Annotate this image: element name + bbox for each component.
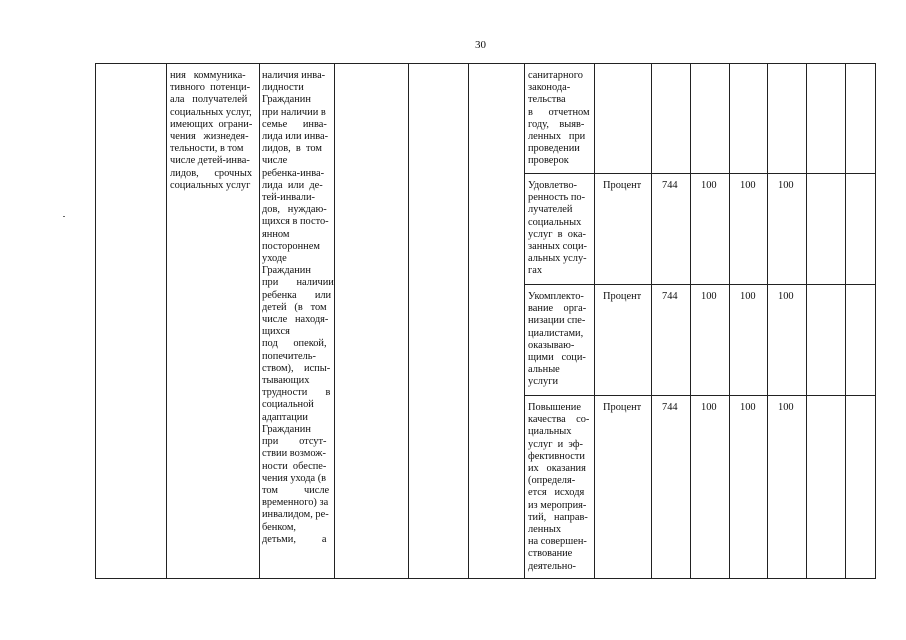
value-cell: 100 [778, 402, 794, 413]
value-cell: 100 [701, 402, 717, 413]
column-divider [524, 63, 525, 579]
unit-cell: Процент [603, 291, 642, 302]
cell-line: щими соци- [528, 352, 586, 364]
cell-line: Гражданин [262, 423, 311, 435]
cell-line: социальных услуг [170, 179, 251, 191]
cell-line: из мероприя- [528, 499, 587, 511]
cell-line: социальной [262, 399, 314, 411]
cell-line: числе находя- [262, 314, 329, 326]
value-cell: 100 [740, 291, 756, 302]
cell-line: щихся [262, 326, 290, 338]
cell-line: лидов, срочных [170, 167, 253, 179]
cell-line: постороннем [262, 240, 320, 252]
indicator-row [528, 402, 589, 573]
cell-line: при наличии [262, 277, 334, 289]
cell-line: семье инва- [262, 118, 327, 130]
cell-line: щихся в посто- [262, 216, 329, 228]
row-divider [524, 284, 876, 285]
row-divider [524, 173, 876, 174]
speck-mark [63, 216, 65, 217]
cell-line: ния коммуника- [170, 70, 246, 81]
cell-line: тий, направ- [528, 511, 588, 523]
cell-line: уходе [262, 253, 287, 265]
cell-line: оказываю- [528, 339, 575, 351]
cell-line: тельности, в том [170, 143, 244, 155]
cell-line: санитарного [528, 70, 583, 81]
column-divider [845, 63, 846, 579]
cell-line: ствование [528, 548, 573, 560]
cell-line: детей (в том [262, 301, 327, 313]
column-divider [767, 63, 768, 579]
column-divider [651, 63, 652, 579]
cell-line: тивного потенци- [170, 82, 251, 94]
cell-line: законода- [528, 82, 571, 94]
unit-cell: Процент [603, 180, 642, 191]
column-divider [594, 63, 595, 579]
cell-line: социальных услуг, [170, 106, 252, 118]
cell-line: янном [262, 228, 290, 240]
cell-line: чения ухода (в [262, 472, 327, 484]
cell-line: ствии возмож- [262, 448, 326, 460]
cell-line: ности обеспе- [262, 460, 327, 472]
column-divider [408, 63, 409, 579]
cell-line: адаптации [262, 411, 308, 423]
cell-line: трудности в [262, 387, 331, 399]
unit-cell: Процент [603, 402, 642, 413]
value-cell: 100 [740, 180, 756, 191]
value-cell: 100 [701, 180, 717, 191]
cell-line: услуг и эф- [528, 438, 583, 450]
cell-line: ством), испы- [262, 362, 331, 374]
cell-line: наличия инва- [262, 70, 326, 81]
indicator-name [528, 402, 589, 573]
cell-line: дов, нуждаю- [262, 204, 327, 216]
indicator-name [528, 291, 586, 389]
indicator-name [528, 180, 587, 278]
cell-line: бенком, [262, 521, 297, 533]
code-cell: 744 [662, 291, 678, 302]
column-divider [259, 63, 260, 579]
cell-line: году, выяв- [528, 118, 585, 130]
value-cell: 100 [701, 291, 717, 302]
cell-line: чения жизнедея- [170, 131, 249, 143]
cell-line: тывающих [262, 375, 310, 387]
cell-line: инвалидом, ре- [262, 509, 329, 521]
cell-line: фективности [528, 450, 585, 462]
cell-line: деятельно- [528, 560, 576, 572]
cell-line: том числе [262, 484, 330, 496]
cell-line: при наличии в [262, 106, 326, 118]
cell-line: лидов, в том [262, 143, 323, 155]
cell-line: ребенка или [262, 289, 332, 301]
cell-line: услуг в ока- [528, 228, 586, 240]
cell-line: Удовлетво- [528, 180, 577, 191]
cell-line: альных услу- [528, 253, 587, 265]
cell-line: (определя- [528, 475, 576, 487]
cell-line: ала получателей [170, 94, 248, 106]
code-cell: 744 [662, 180, 678, 191]
cell-line: ется исходя [528, 487, 585, 499]
cell-line: циальных [528, 426, 572, 438]
cell-line: ленных при [528, 131, 586, 143]
cell-line: лучателей [528, 204, 573, 216]
cell-line: лида или де- [262, 179, 323, 191]
cell-line: Гражданин [262, 94, 311, 106]
cell-line: числе [262, 155, 288, 167]
service-name-cell [170, 70, 252, 192]
value-cell: 100 [778, 180, 794, 191]
cell-line: гах [528, 265, 543, 277]
cell-line: ленных [528, 524, 562, 536]
cell-line: тельства [528, 94, 566, 106]
column-divider [729, 63, 730, 579]
indicator-row [528, 70, 590, 168]
value-cell: 100 [778, 291, 794, 302]
cell-line: альные [528, 364, 560, 376]
column-divider [468, 63, 469, 579]
cell-line: лидности [262, 82, 304, 94]
cell-line: вание орга- [528, 303, 587, 315]
code-cell: 744 [662, 402, 678, 413]
cell-line: низации спе- [528, 315, 586, 327]
recipient-category-cell [262, 70, 334, 546]
cell-line: качества со- [528, 414, 590, 426]
column-divider [806, 63, 807, 579]
cell-line: проведении [528, 143, 580, 155]
cell-line: Укомплекто- [528, 291, 584, 302]
cell-line: Гражданин [262, 265, 311, 277]
indicator-row [528, 180, 587, 278]
cell-line: имеющих ограни- [170, 118, 253, 130]
cell-line: под опекой, [262, 338, 327, 350]
indicator-name [528, 70, 590, 168]
cell-line: занных соци- [528, 241, 588, 253]
cell-line: их оказания [528, 463, 586, 475]
cell-line: социальных [528, 216, 582, 228]
cell-line: тей-инвали- [262, 192, 315, 204]
cell-line: детьми, а [262, 533, 327, 545]
cell-line: на совершен- [528, 536, 587, 548]
cell-line: лида или инва- [262, 131, 329, 143]
cell-line: услуги [528, 376, 559, 388]
cell-line: ренность по- [528, 192, 586, 204]
cell-line: числе детей-инва- [170, 155, 250, 167]
page-number: 30 [475, 39, 486, 51]
column-divider [166, 63, 167, 579]
cell-line: временного) за [262, 497, 329, 509]
cell-line: циалистами, [528, 327, 584, 339]
cell-line: попечитель- [262, 350, 316, 362]
column-divider [690, 63, 691, 579]
cell-line: проверок [528, 155, 569, 167]
cell-line: Повышение [528, 402, 581, 413]
cell-line: ребенка-инва- [262, 167, 325, 179]
value-cell: 100 [740, 402, 756, 413]
cell-line: при отсут- [262, 436, 327, 448]
indicator-row [528, 291, 586, 389]
row-divider [524, 395, 876, 396]
cell-line: в отчетном [528, 106, 590, 118]
column-divider [334, 63, 335, 579]
